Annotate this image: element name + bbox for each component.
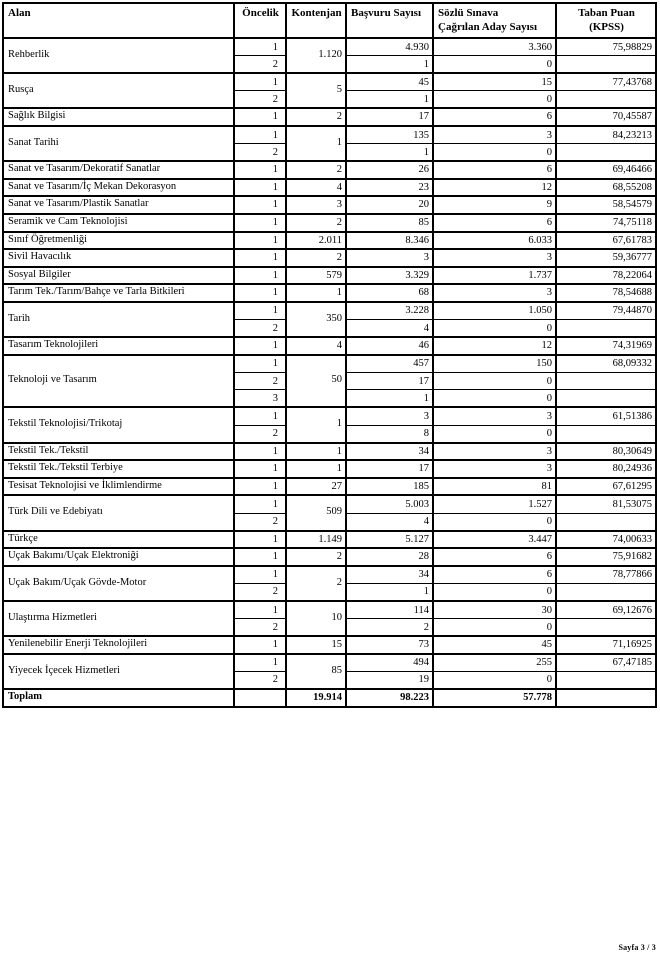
alan-cell: Uçak Bakım/Uçak Gövde-Motor: [3, 566, 234, 601]
oncelik-cell: 1: [234, 73, 286, 91]
column-header-sozlu-sinava-cagrilan-aday-sayisi: Sözlü Sınava Çağrılan Aday Sayısı: [433, 3, 556, 38]
oncelik-cell: 1: [234, 443, 286, 461]
oncelik-cell: 1: [234, 495, 286, 513]
oncelik-cell: 2: [234, 144, 286, 162]
sozlu-cell: 0: [433, 583, 556, 601]
alan-cell: Toplam: [3, 689, 234, 707]
oncelik-cell: 1: [234, 478, 286, 496]
taban-cell: [556, 671, 656, 689]
alan-cell: Sınıf Öğretmenliği: [3, 232, 234, 250]
table-row: [3, 355, 656, 373]
basvuru-cell: 3: [346, 407, 433, 425]
taban-cell: 71,16925: [556, 636, 656, 654]
table-row: [3, 689, 656, 707]
sozlu-cell: 6: [433, 548, 556, 566]
sozlu-cell: 12: [433, 337, 556, 355]
table-row: [3, 179, 656, 197]
oncelik-cell: [234, 689, 286, 707]
sozlu-cell: 15: [433, 73, 556, 91]
basvuru-cell: 135: [346, 126, 433, 144]
alan-cell: Seramik ve Cam Teknolojisi: [3, 214, 234, 232]
kontenjan-cell: 50: [286, 355, 346, 408]
taban-cell: 75,91682: [556, 548, 656, 566]
table-row: [3, 495, 656, 513]
sozlu-cell: 0: [433, 390, 556, 408]
basvuru-cell: 8.346: [346, 232, 433, 250]
taban-cell: 58,54579: [556, 196, 656, 214]
oncelik-cell: 2: [234, 425, 286, 443]
oncelik-cell: 1: [234, 302, 286, 320]
taban-cell: 79,44870: [556, 302, 656, 320]
kontenjan-cell: 27: [286, 478, 346, 496]
sozlu-cell: 150: [433, 355, 556, 373]
sozlu-cell: 0: [433, 513, 556, 531]
kontenjan-cell: 509: [286, 495, 346, 530]
alan-cell: Yenilenebilir Enerji Teknolojileri: [3, 636, 234, 654]
oncelik-cell: 1: [234, 355, 286, 373]
sozlu-cell: 3: [433, 284, 556, 302]
alan-cell: Yiyecek İçecek Hizmetleri: [3, 654, 234, 689]
basvuru-cell: 494: [346, 654, 433, 672]
table-row: [3, 443, 656, 461]
oncelik-cell: 1: [234, 38, 286, 56]
sozlu-cell: 3: [433, 249, 556, 267]
kontenjan-cell: 4: [286, 179, 346, 197]
taban-cell: 68,55208: [556, 179, 656, 197]
taban-cell: 77,43768: [556, 73, 656, 91]
taban-cell: 68,09332: [556, 355, 656, 373]
oncelik-cell: 1: [234, 108, 286, 126]
taban-cell: [556, 689, 656, 707]
taban-cell: [556, 583, 656, 601]
header-row: [3, 3, 656, 38]
basvuru-cell: 34: [346, 566, 433, 584]
taban-cell: 74,00633: [556, 531, 656, 549]
taban-cell: 84,23213: [556, 126, 656, 144]
basvuru-cell: 5.127: [346, 531, 433, 549]
oncelik-cell: 2: [234, 56, 286, 74]
kontenjan-cell: 1: [286, 284, 346, 302]
taban-cell: [556, 56, 656, 74]
oncelik-cell: 1: [234, 126, 286, 144]
kontenjan-cell: 19.914: [286, 689, 346, 707]
sozlu-cell: 12: [433, 179, 556, 197]
sozlu-cell: 6.033: [433, 232, 556, 250]
sozlu-cell: 81: [433, 478, 556, 496]
oncelik-cell: 1: [234, 232, 286, 250]
taban-cell: 59,36777: [556, 249, 656, 267]
alan-cell: Tekstil Tek./Tekstil Terbiye: [3, 460, 234, 478]
sozlu-cell: 9: [433, 196, 556, 214]
oncelik-cell: 1: [234, 337, 286, 355]
oncelik-cell: 1: [234, 249, 286, 267]
kontenjan-cell: 1.149: [286, 531, 346, 549]
basvuru-cell: 73: [346, 636, 433, 654]
taban-cell: 69,46466: [556, 161, 656, 179]
table-row: [3, 478, 656, 496]
sozlu-cell: 0: [433, 91, 556, 109]
oncelik-cell: 2: [234, 671, 286, 689]
basvuru-cell: 85: [346, 214, 433, 232]
taban-cell: 67,47185: [556, 654, 656, 672]
sozlu-cell: 0: [433, 425, 556, 443]
kontenjan-cell: 1: [286, 126, 346, 161]
taban-cell: [556, 390, 656, 408]
alan-cell: Sanat ve Tasarım/İç Mekan Dekorasyon: [3, 179, 234, 197]
kontenjan-cell: 2: [286, 566, 346, 601]
kontenjan-cell: 2: [286, 214, 346, 232]
sozlu-cell: 0: [433, 619, 556, 637]
basvuru-cell: 28: [346, 548, 433, 566]
basvuru-cell: 3.228: [346, 302, 433, 320]
oncelik-cell: 1: [234, 654, 286, 672]
sozlu-cell: 3.360: [433, 38, 556, 56]
oncelik-cell: 2: [234, 513, 286, 531]
basvuru-cell: 26: [346, 161, 433, 179]
alan-cell: Türk Dili ve Edebiyatı: [3, 495, 234, 530]
kontenjan-cell: 579: [286, 267, 346, 285]
alan-cell: Tesisat Teknolojisi ve İklimlendirme: [3, 478, 234, 496]
basvuru-cell: 4.930: [346, 38, 433, 56]
column-header-basvuru-sayisi: Başvuru Sayısı: [346, 3, 433, 38]
table-row: [3, 232, 656, 250]
taban-cell: [556, 619, 656, 637]
alan-cell: Tarım Tek./Tarım/Bahçe ve Tarla Bitkileri: [3, 284, 234, 302]
oncelik-cell: 1: [234, 267, 286, 285]
taban-cell: 78,22064: [556, 267, 656, 285]
sozlu-cell: 45: [433, 636, 556, 654]
alan-cell: Rusça: [3, 73, 234, 108]
table-row: [3, 302, 656, 320]
basvuru-cell: 17: [346, 460, 433, 478]
sozlu-cell: 0: [433, 320, 556, 338]
basvuru-cell: 114: [346, 601, 433, 619]
basvuru-cell: 3: [346, 249, 433, 267]
taban-cell: 78,77866: [556, 566, 656, 584]
taban-cell: 70,45587: [556, 108, 656, 126]
taban-cell: [556, 144, 656, 162]
column-header-alan: Alan: [3, 3, 234, 38]
table-row: [3, 284, 656, 302]
sozlu-cell: 1.527: [433, 495, 556, 513]
kontenjan-cell: 2: [286, 108, 346, 126]
kontenjan-cell: 3: [286, 196, 346, 214]
table-row: [3, 267, 656, 285]
sozlu-cell: 30: [433, 601, 556, 619]
sozlu-cell: 6: [433, 108, 556, 126]
document-table: [2, 2, 657, 708]
oncelik-cell: 1: [234, 284, 286, 302]
sozlu-cell: 3: [433, 460, 556, 478]
table-row: [3, 531, 656, 549]
oncelik-cell: 1: [234, 407, 286, 425]
alan-cell: Uçak Bakımı/Uçak Elektroniği: [3, 548, 234, 566]
oncelik-cell: 1: [234, 161, 286, 179]
taban-cell: 67,61295: [556, 478, 656, 496]
kontenjan-cell: 1.120: [286, 38, 346, 73]
taban-cell: 78,54688: [556, 284, 656, 302]
oncelik-cell: 2: [234, 91, 286, 109]
alan-cell: Ulaştırma Hizmetleri: [3, 601, 234, 636]
basvuru-cell: 1: [346, 56, 433, 74]
column-header-taban-puan-kpss: Taban Puan (KPSS): [556, 3, 656, 38]
table-row: [3, 73, 656, 91]
basvuru-cell: 17: [346, 108, 433, 126]
oncelik-cell: 1: [234, 566, 286, 584]
oncelik-cell: 1: [234, 179, 286, 197]
table-row: [3, 337, 656, 355]
table-row: [3, 566, 656, 584]
table-row: [3, 654, 656, 672]
alan-cell: Sanat Tarihi: [3, 126, 234, 161]
sozlu-cell: 57.778: [433, 689, 556, 707]
sozlu-cell: 3: [433, 407, 556, 425]
table-row: [3, 161, 656, 179]
kontenjan-cell: 5: [286, 73, 346, 108]
table-row: [3, 214, 656, 232]
alan-cell: Sağlık Bilgisi: [3, 108, 234, 126]
basvuru-cell: 4: [346, 320, 433, 338]
taban-cell: [556, 91, 656, 109]
table-row: [3, 601, 656, 619]
taban-cell: 81,53075: [556, 495, 656, 513]
taban-cell: 69,12676: [556, 601, 656, 619]
taban-cell: [556, 372, 656, 390]
kontenjan-cell: 2: [286, 249, 346, 267]
table-row: [3, 196, 656, 214]
table-row: [3, 126, 656, 144]
oncelik-cell: 1: [234, 460, 286, 478]
basvuru-cell: 98.223: [346, 689, 433, 707]
column-header-kontenjan: Kontenjan: [286, 3, 346, 38]
alan-cell: Tarih: [3, 302, 234, 337]
kontenjan-cell: 15: [286, 636, 346, 654]
basvuru-cell: 8: [346, 425, 433, 443]
basvuru-cell: 34: [346, 443, 433, 461]
kontenjan-cell: 4: [286, 337, 346, 355]
alan-cell: Sivil Havacılık: [3, 249, 234, 267]
oncelik-cell: 1: [234, 214, 286, 232]
kontenjan-cell: 1: [286, 407, 346, 442]
taban-cell: 80,24936: [556, 460, 656, 478]
oncelik-cell: 1: [234, 601, 286, 619]
basvuru-cell: 3.329: [346, 267, 433, 285]
oncelik-cell: 3: [234, 390, 286, 408]
table-row: [3, 249, 656, 267]
basvuru-cell: 20: [346, 196, 433, 214]
alan-cell: Türkçe: [3, 531, 234, 549]
alan-cell: Tekstil Teknolojisi/Trikotaj: [3, 407, 234, 442]
alan-cell: Tasarım Teknolojileri: [3, 337, 234, 355]
taban-cell: 80,30649: [556, 443, 656, 461]
sozlu-cell: 0: [433, 56, 556, 74]
kontenjan-cell: 2: [286, 161, 346, 179]
alan-cell: Sosyal Bilgiler: [3, 267, 234, 285]
sozlu-cell: 0: [433, 144, 556, 162]
taban-cell: 74,31969: [556, 337, 656, 355]
oncelik-cell: 1: [234, 531, 286, 549]
sozlu-cell: 6: [433, 214, 556, 232]
kontenjan-cell: 350: [286, 302, 346, 337]
taban-cell: 67,61783: [556, 232, 656, 250]
basvuru-cell: 17: [346, 372, 433, 390]
table-row: [3, 548, 656, 566]
sozlu-cell: 6: [433, 161, 556, 179]
basvuru-cell: 68: [346, 284, 433, 302]
taban-cell: [556, 320, 656, 338]
basvuru-cell: 185: [346, 478, 433, 496]
taban-cell: 75,98829: [556, 38, 656, 56]
basvuru-cell: 23: [346, 179, 433, 197]
taban-cell: [556, 425, 656, 443]
page-number: Sayfa 3 / 3: [618, 943, 656, 952]
alan-cell: Teknoloji ve Tasarım: [3, 355, 234, 408]
sozlu-cell: 1.737: [433, 267, 556, 285]
taban-cell: 61,51386: [556, 407, 656, 425]
oncelik-cell: 2: [234, 619, 286, 637]
sozlu-cell: 0: [433, 671, 556, 689]
basvuru-cell: 1: [346, 390, 433, 408]
alan-cell: Rehberlik: [3, 38, 234, 73]
sozlu-cell: 1.050: [433, 302, 556, 320]
table-row: [3, 460, 656, 478]
taban-cell: 74,75118: [556, 214, 656, 232]
basvuru-cell: 1: [346, 144, 433, 162]
kontenjan-cell: 2.011: [286, 232, 346, 250]
basvuru-cell: 45: [346, 73, 433, 91]
sozlu-cell: 3: [433, 443, 556, 461]
taban-cell: [556, 513, 656, 531]
basvuru-cell: 46: [346, 337, 433, 355]
sozlu-cell: 0: [433, 372, 556, 390]
sozlu-cell: 6: [433, 566, 556, 584]
table-row: [3, 636, 656, 654]
table-row: [3, 38, 656, 56]
column-header-oncelik: Öncelik: [234, 3, 286, 38]
kontenjan-cell: 1: [286, 460, 346, 478]
oncelik-cell: 2: [234, 583, 286, 601]
alan-cell: Tekstil Tek./Tekstil: [3, 443, 234, 461]
oncelik-cell: 1: [234, 636, 286, 654]
oncelik-cell: 1: [234, 196, 286, 214]
sozlu-cell: 3: [433, 126, 556, 144]
alan-cell: Sanat ve Tasarım/Dekoratif Sanatlar: [3, 161, 234, 179]
kontenjan-cell: 10: [286, 601, 346, 636]
alan-cell: Sanat ve Tasarım/Plastik Sanatlar: [3, 196, 234, 214]
basvuru-cell: 5.003: [346, 495, 433, 513]
basvuru-cell: 457: [346, 355, 433, 373]
basvuru-cell: 1: [346, 583, 433, 601]
basvuru-cell: 1: [346, 91, 433, 109]
sozlu-cell: 3.447: [433, 531, 556, 549]
basvuru-cell: 4: [346, 513, 433, 531]
oncelik-cell: 1: [234, 548, 286, 566]
oncelik-cell: 2: [234, 320, 286, 338]
kontenjan-cell: 1: [286, 443, 346, 461]
kontenjan-cell: 2: [286, 548, 346, 566]
table-row: [3, 407, 656, 425]
kontenjan-cell: 85: [286, 654, 346, 689]
basvuru-cell: 19: [346, 671, 433, 689]
basvuru-cell: 2: [346, 619, 433, 637]
table-row: [3, 108, 656, 126]
oncelik-cell: 2: [234, 372, 286, 390]
sozlu-cell: 255: [433, 654, 556, 672]
